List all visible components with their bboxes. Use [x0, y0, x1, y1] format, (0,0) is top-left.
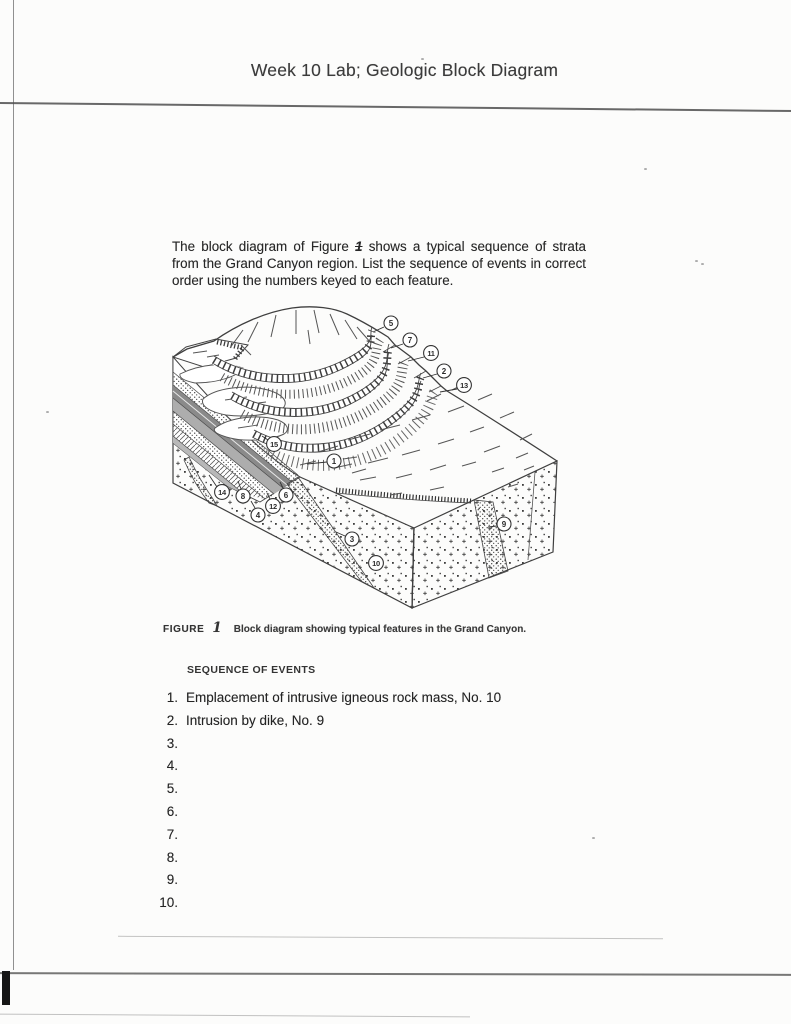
intro-paragraph: [172, 238, 586, 290]
item-text: Emplacement of intrusive igneous rock mass, No. 10: [186, 690, 502, 705]
dome-radial-strokes: [230, 310, 371, 355]
block-diagram: [160, 295, 580, 615]
bottom-divider-rule: [0, 972, 791, 975]
figure-callout-13: [457, 378, 472, 393]
scan-speck: [695, 260, 698, 262]
figure-callout-7: [403, 333, 417, 347]
item-number: 9.: [166, 872, 178, 888]
figure-caption: [163, 620, 613, 636]
intro-text-after: shows a typical sequence of strata from the Grand Canyon region. List the sequence of events in correct order using the numbers keyed to each feature.: [172, 239, 586, 289]
svg-text:10: 10: [372, 559, 380, 568]
page-title: Week 10 Lab; Geologic Block Diagram: [250, 60, 559, 80]
item-number: 3.: [166, 735, 178, 751]
figure-callout-5: [384, 316, 398, 330]
scan-edge-line: [13, 0, 14, 970]
sequence-item: [148, 872, 628, 895]
svg-text:15: 15: [270, 440, 278, 449]
figure-number: 1: [212, 620, 222, 636]
scan-speck: [46, 411, 49, 413]
scan-speck: [644, 168, 647, 170]
figure-callout-1: [327, 454, 341, 468]
figure-callout-15: [267, 437, 282, 452]
sequence-item: [148, 781, 628, 804]
item-number: 4.: [166, 758, 178, 774]
sequence-item: [148, 804, 628, 827]
svg-text:3: 3: [349, 535, 355, 544]
svg-text:9: 9: [501, 520, 507, 529]
sequence-heading: SEQUENCE OF EVENTS: [187, 664, 316, 676]
figure-callout-2: [437, 364, 451, 378]
figure-callout-4: [251, 508, 265, 522]
item-number: 7.: [166, 826, 178, 842]
sequence-item: [148, 827, 628, 850]
figure-callout-11: [424, 346, 439, 361]
svg-text:12: 12: [269, 502, 277, 511]
scan-speck: [701, 263, 704, 265]
title-divider-rule: [0, 102, 791, 112]
item-number: 6.: [166, 803, 178, 819]
svg-text:5: 5: [388, 319, 394, 328]
svg-text:2: 2: [441, 367, 447, 376]
svg-text:8: 8: [240, 492, 246, 501]
svg-text:6: 6: [283, 491, 289, 500]
figure-callout-8: [236, 489, 250, 503]
svg-text:14: 14: [218, 488, 226, 497]
item-number: 5.: [166, 781, 178, 797]
svg-text:1: 1: [331, 457, 337, 466]
item-number: 1.: [166, 690, 178, 705]
item-text: Intrusion by dike, No. 9: [186, 712, 325, 728]
intro-text-before: The block diagram of Figure: [172, 239, 356, 254]
sequence-item: [148, 895, 628, 918]
plateau-slab: [173, 339, 248, 367]
item-number: 8.: [166, 849, 178, 865]
figure-reference: 1: [355, 239, 363, 254]
figure-callout-12: [266, 499, 281, 514]
figure-callout-6: [279, 488, 293, 502]
figure-label: FIGURE: [163, 624, 205, 635]
sequence-item: [148, 736, 628, 759]
sequence-item: [148, 713, 628, 736]
item-number: 2.: [166, 712, 178, 728]
figure-callout-3: [345, 532, 359, 546]
sequence-item: [148, 690, 628, 713]
scan-crease-line: [118, 936, 663, 939]
sequence-item: [148, 758, 628, 781]
figure-callout-10: [369, 556, 384, 571]
figure-callout-9: [497, 517, 511, 531]
svg-text:7: 7: [407, 336, 413, 345]
item-number: 10.: [159, 895, 178, 911]
svg-text:13: 13: [460, 381, 468, 390]
figure-callout-14: [215, 485, 230, 500]
scan-black-mark: [2, 971, 10, 1005]
sequence-item: [148, 850, 628, 873]
sequence-list: [148, 690, 628, 918]
svg-text:11: 11: [427, 349, 435, 358]
figure-caption-text: Block diagram showing typical features in the Grand Canyon.: [233, 624, 527, 635]
svg-text:4: 4: [255, 511, 261, 520]
bottom-faint-line: [0, 1014, 470, 1018]
block-diagram-figure: [160, 295, 580, 615]
